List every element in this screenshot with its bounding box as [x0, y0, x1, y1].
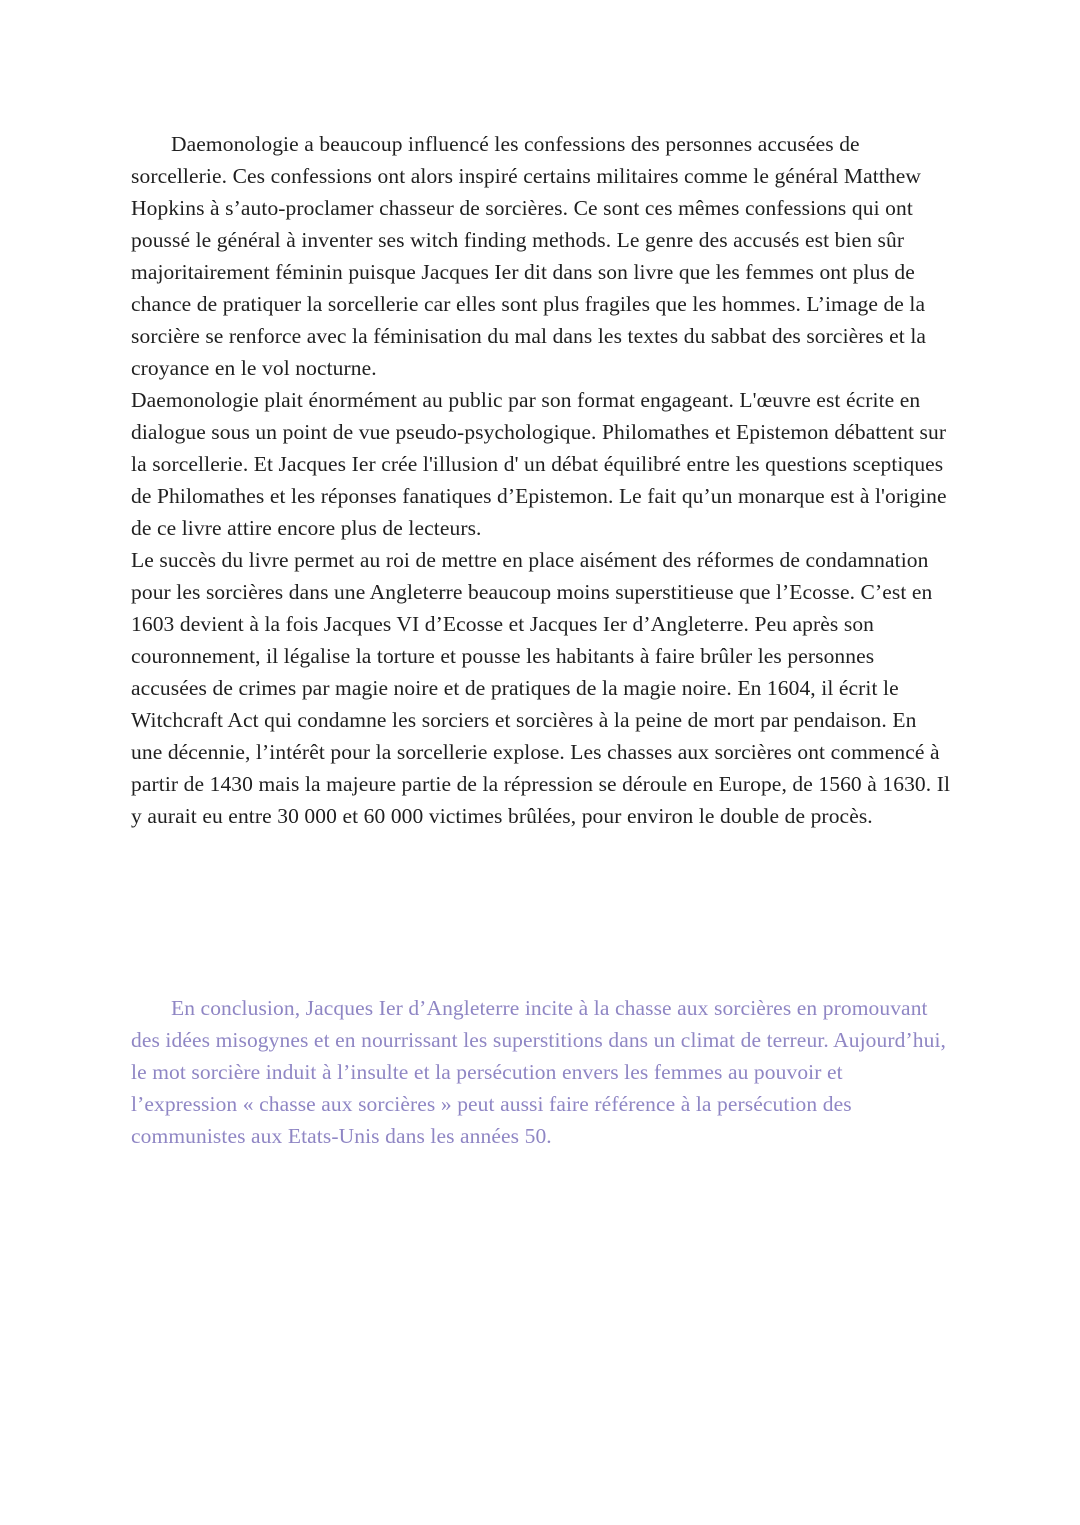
paragraph-reforms-and-witch-hunts: Le succès du livre permet au roi de mettre en place aisément des réformes de condamnation pour les sorcières dans une Angleterre beaucoup moins superstitieuse que l’Ecosse. C’est en 1603 devient à la fois Jacques VI d’Ecosse et Jacques Ier d’Angleterre. Peu après son couronnement, il légalise la torture et pousse les habitants à faire brûler les personnes accusées de crimes par magie noire et de pratiques de la magie noire. En 1604, il écrit le Witchcraft Act qui condamne les sorciers et sorcières à la peine de mort par pendaison. En une décennie, l’intérêt pour la sorcellerie explose. Les chasses aux sorcières ont commencé à partir de 1430 mais la majeure partie de la répression se déroule en Europe, de 1560 à 1630. Il y aurait eu entre 30 000 et 60 000 victimes brûlées, pour environ le double de procès. — [131, 548, 951, 828]
paragraph-daemonologie-format: Daemonologie plait énormément au public par son format engageant. L'œuvre est écrite en dialogue sous un point de vue pseudo-psychologique. Philomathes et Epistemon débattent sur la sorcellerie. Et Jacques Ier crée l'illusion d' un débat équilibré entre les questions sceptiques de Philomathes et les réponses fanatiques d’Epistemon. Le fait qu’un monarque est à l'origine de ce livre attire encore plus de lecteurs. — [131, 388, 947, 540]
paragraph-daemonologie-influence: Daemonologie a beaucoup influencé les confessions des personnes accusées de sorcellerie. Ces confessions ont alors inspiré certains militaires comme le général Matthew Hopkins à s’auto-proclamer chasseur de sorcières. Ce sont ces mêmes confessions qui ont poussé le général à inventer ses witch finding methods. Le genre des accusés est bien sûr majoritairement féminin puisque Jacques Ier dit dans son livre que les femmes ont plus de chance de pratiquer la sorcellerie car elles sont plus fragiles que les hommes. L’image de la sorcière se renforce avec la féminisation du mal dans les textes du sabbat des sorcières et la croyance en le vol nocturne. — [131, 132, 927, 380]
conclusion-section — [131, 992, 953, 1152]
paragraph-conclusion: En conclusion, Jacques Ier d’Angleterre incite à la chasse aux sorcières en promouvant des idées misogynes et en nourrissant les superstitions dans un climat de terreur. Aujourd’hui, le mot sorcière induit à l’insulte et la persécution envers les femmes au pouvoir et l’expression « chasse aux sorcières » peut aussi faire référence à la persécution des communistes aux Etats-Unis dans les années 50. — [131, 996, 947, 1148]
main-body-section — [131, 128, 953, 832]
